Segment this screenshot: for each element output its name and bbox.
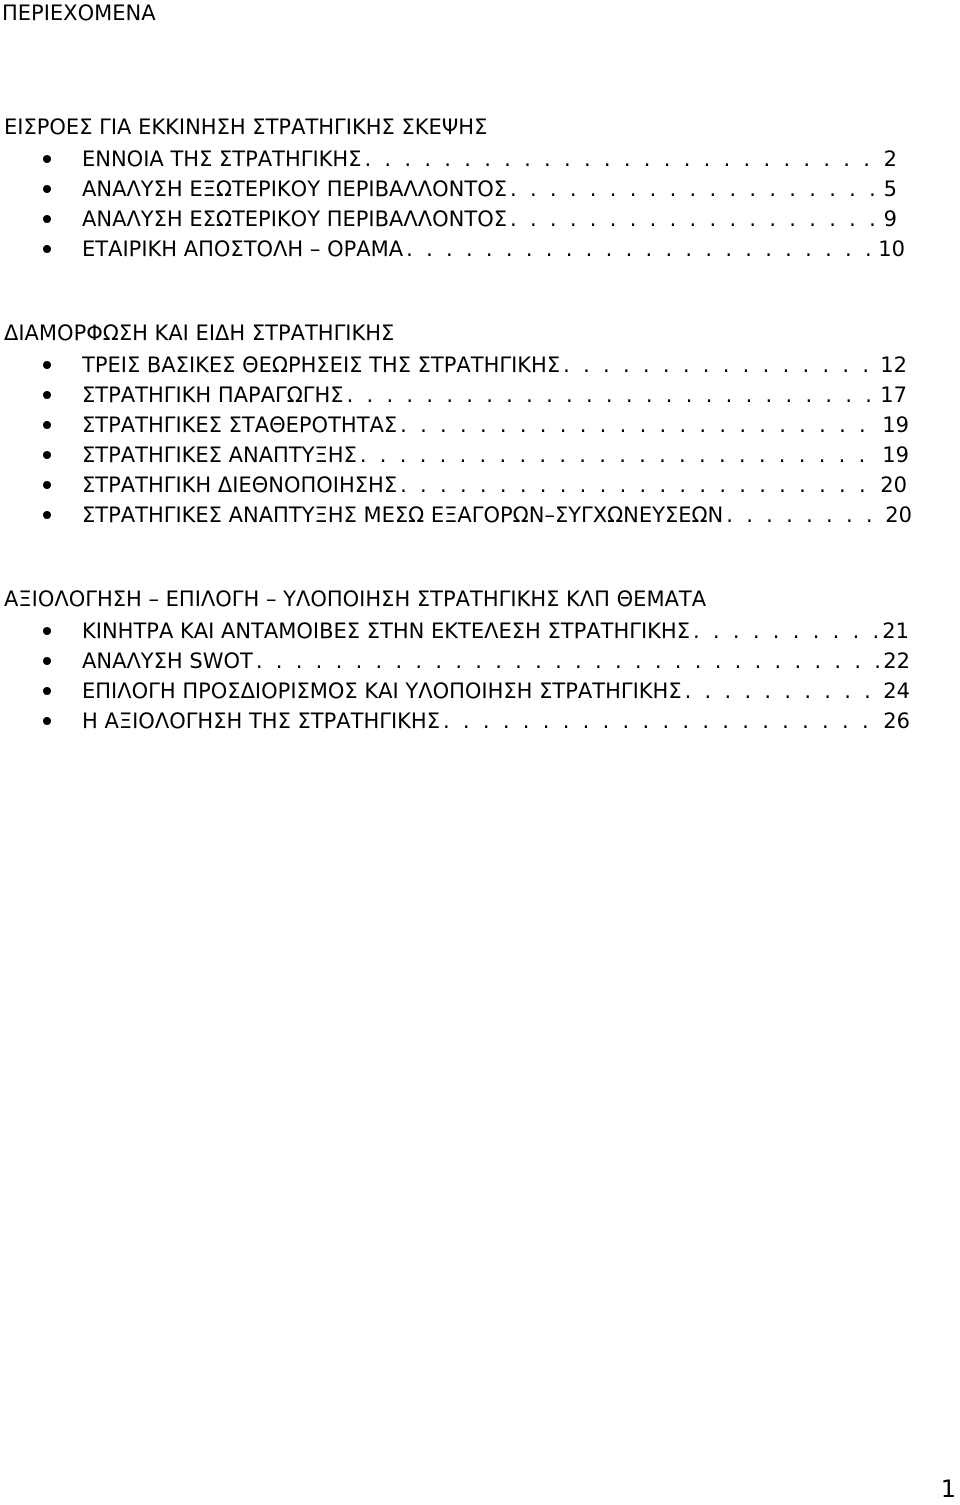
entry-page-number: 20 [885,503,912,527]
page-number: 1 [940,1475,956,1503]
entry-page-number: 9 [883,207,897,231]
section-heading: ΑΞΙΟΛΟΓΗΣΗ – ΕΠΙΛΟΓΗ – ΥΛΟΠΟΙΗΣΗ ΣΤΡΑΤΗΓΙΚΗΣ ΚΛΠ ΘΕΜΑΤΑ [4,587,707,611]
dot-leader [440,708,881,734]
entry-page-number: 10 [878,237,905,261]
bullet-icon [43,687,51,695]
bullet-icon [43,185,51,193]
entry-line [82,236,905,262]
section-heading: ΕΙΣΡΟΕΣ ΓΙΑ ΕΚΚΙΝΗΣΗ ΣΤΡΑΤΗΓΙΚΗΣ ΣΚΕΨΗΣ [4,115,488,139]
dot-leader [357,442,880,468]
entry-page-number: 20 [880,473,907,497]
bullet-icon [43,657,51,665]
entry-title: ΚΙΝΗΤΡΑ ΚΑΙ ΑΝΤΑΜΟΙΒΕΣ ΣΤΗΝ ΕΚΤΕΛΕΣΗ ΣΤΡΑΤΗΓΙΚΗΣ [82,619,690,643]
bullet-icon [43,481,51,489]
entry-title: ΤΡΕΙΣ ΒΑΣΙΚΕΣ ΘΕΩΡΗΣΕΙΣ ΤΗΣ ΣΤΡΑΤΗΓΙΚΗΣ [82,353,561,377]
toc-entry[interactable] [0,440,960,470]
toc-entry[interactable] [0,500,960,530]
toc-entry[interactable] [0,616,960,646]
entry-page-number: 26 [883,709,910,733]
entry-title: ΕΤΑΙΡΙΚΗ ΑΠΟΣΤΟΛΗ – ΟΡΑΜΑ [82,237,404,261]
entry-page-number: 2 [883,147,897,171]
entry-line [82,176,897,202]
bullet-icon [43,717,51,725]
entry-line [82,412,909,438]
entry-title: ΕΠΙΛΟΓΗ ΠΡΟΣΔΙΟΡΙΣΜΟΣ ΚΑΙ ΥΛΟΠΟΙΗΣΗ ΣΤΡΑΤΗΓΙΚΗΣ [82,679,682,703]
dot-leader [253,648,881,674]
entry-title: ΕΝΝΟΙΑ ΤΗΣ ΣΤΡΑΤΗΓΙΚΗΣ [82,147,362,171]
entry-title: Η ΑΞΙΟΛΟΓΗΣΗ ΤΗΣ ΣΤΡΑΤΗΓΙΚΗΣ [82,709,440,733]
bullet-icon [43,155,51,163]
toc-entry[interactable] [0,380,960,410]
section-heading: ΔΙΑΜΟΡΦΩΣΗ ΚΑΙ ΕΙΔΗ ΣΤΡΑΤΗΓΙΚΗΣ [4,321,395,345]
dot-leader [397,472,878,498]
dot-leader [690,618,880,644]
bullet-icon [43,391,51,399]
bullet-icon [43,421,51,429]
dot-leader [361,146,881,172]
bullet-icon [43,627,51,635]
entry-title: ΑΝΑΛΥΣΗ ΕΣΩΤΕΡΙΚΟΥ ΠΕΡΙΒΑΛΛΟΝΤΟΣ [82,207,507,231]
entry-line [82,648,910,674]
entry-title: ΣΤΡΑΤΗΓΙΚΗ ΔΙΕΘΝΟΠΟΙΗΣΗΣ [82,473,398,497]
entry-page-number: 24 [883,679,910,703]
bullet-icon [43,361,51,369]
dot-leader [682,678,882,704]
entry-line [82,502,912,528]
entry-title: ΣΤΡΑΤΗΓΙΚΕΣ ΣΤΑΘΕΡΟΤΗΤΑΣ [82,413,398,437]
bullet-icon [43,451,51,459]
toc-entry[interactable] [0,706,960,736]
entry-page-number: 5 [883,177,897,201]
toc-entry[interactable] [0,676,960,706]
entry-title: ΑΝΑΛΥΣΗ ΕΞΩΤΕΡΙΚΟΥ ΠΕΡΙΒΑΛΛΟΝΤΟΣ [82,177,507,201]
dot-leader [560,352,878,378]
entry-line [82,442,909,468]
bullet-icon [43,215,51,223]
entry-title: ΑΝΑΛΥΣΗ SWOT [82,649,253,673]
entry-page-number: 22 [883,649,910,673]
dot-leader [723,502,883,528]
dot-leader [344,382,879,408]
entry-line [82,618,909,644]
entry-page-number: 12 [880,353,907,377]
entry-line [82,352,907,378]
dot-leader [403,236,876,262]
toc-entry[interactable] [0,204,960,234]
bullet-icon [43,511,51,519]
entry-title: ΣΤΡΑΤΗΓΙΚΕΣ ΑΝΑΠΤΥΞΗΣ [82,443,357,467]
entry-page-number: 21 [882,619,909,643]
toc-title: ΠΕΡΙΕΧΟΜΕΝΑ [2,1,156,25]
entry-page-number: 19 [882,443,909,467]
entry-line [82,146,897,172]
toc-entry[interactable] [0,350,960,380]
entry-page-number: 17 [880,383,907,407]
toc-entry[interactable] [0,646,960,676]
dot-leader [507,206,882,232]
toc-entry[interactable] [0,174,960,204]
entry-line [82,206,897,232]
toc-entry[interactable] [0,470,960,500]
entry-title: ΣΤΡΑΤΗΓΙΚΗ ΠΑΡΑΓΩΓΗΣ [82,383,344,407]
dot-leader [397,412,880,438]
entry-title: ΣΤΡΑΤΗΓΙΚΕΣ ΑΝΑΠΤΥΞΗΣ ΜΕΣΩ ΕΞΑΓΟΡΩΝ–ΣΥΓΧΩΝΕΥΣΕΩΝ [82,503,724,527]
bullet-icon [43,245,51,253]
toc-entry[interactable] [0,410,960,440]
dot-leader [507,176,882,202]
entry-line [82,382,907,408]
entry-line [82,708,910,734]
entry-page-number: 19 [882,413,909,437]
entry-line [82,472,907,498]
entry-line [82,678,910,704]
toc-entry[interactable] [0,144,960,174]
toc-entry[interactable] [0,234,960,264]
